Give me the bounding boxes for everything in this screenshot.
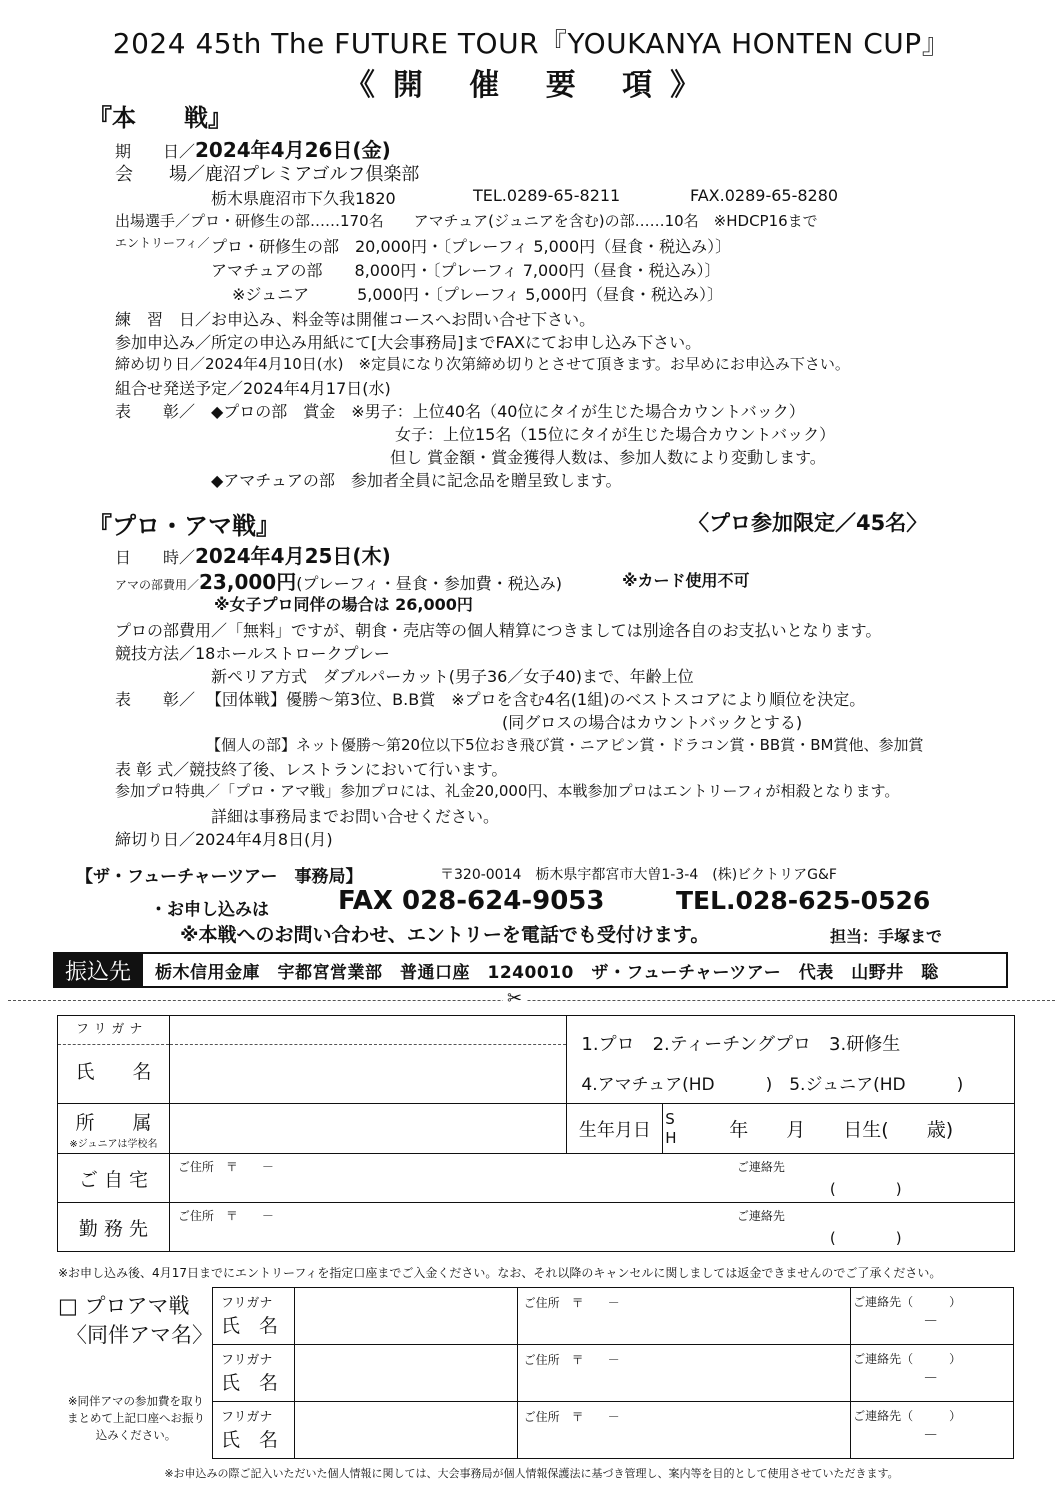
home-phone-blank[interactable]: ( ) <box>829 1180 902 1198</box>
companion-2-address[interactable]: ご住所 〒 － <box>517 1345 851 1402</box>
award-women: 女子：上位15名（15位にタイが生じた場合カウントバック） <box>395 425 836 444</box>
venue-tel: TEL.0289-65-8211 <box>473 186 621 205</box>
pairing-row: 組合せ発送予定／2024年4月17日(水) <box>115 379 391 398</box>
scissors-icon: ✂ <box>503 988 526 1009</box>
cut-line <box>8 1000 1055 1001</box>
work-phone-blank[interactable]: ( ) <box>829 1229 902 1247</box>
apply-row: 参加申込み／所定の申込み用紙にて[大会事務局]までFAXにてお申し込み下さい。 <box>115 333 702 352</box>
proam-date-row <box>115 540 391 569</box>
office-fax: FAX 028-624-9053 <box>338 886 605 916</box>
category-line-2[interactable]: 4.アマチュア(HD ) 5.ジュニア(HD ) <box>581 1075 964 1095</box>
proam-fee-women: ※女子プロ同伴の場合は 26,000円 <box>214 595 473 614</box>
companion-label: 〈同伴アマ名〉 <box>66 1323 213 1347</box>
format-row-2: 新ペリア方式 ダブルパーカット(男子36／女子40)まで、年齢上位 <box>211 667 694 686</box>
award-team-2: (同グロスの場合はカウントバックとする) <box>502 713 803 732</box>
home-address-label: ご住所 〒 － <box>177 1160 274 1174</box>
proam-heading: 『プロ・アマ戦』 <box>88 512 280 540</box>
companion-3-contact[interactable]: ご連絡先（ ） － <box>851 1402 1014 1459</box>
proam-award-label: 表 彰／ <box>115 690 196 709</box>
name-label-cell <box>58 1016 170 1104</box>
name-input-cell[interactable] <box>169 1016 566 1104</box>
main-date-row <box>115 134 391 163</box>
deadline-row: 締め切り日／2024年4月10日(水) ※定員になり次第締め切りとさせて頂きます。お早めにお申込み下さい。 <box>115 355 850 373</box>
companion-1-address[interactable]: ご住所 〒 － <box>517 1288 851 1345</box>
page-subtitle: 《開 催 要 項》 <box>344 68 719 103</box>
cancel-note: ※お申し込み後、4月17日までにエントリーフィを指定口座までご入金ください。なお、それ以降のキャンセルに関しましては返金できませんのでご了承ください。 <box>58 1266 942 1280</box>
name-label: 氏 名 <box>75 1061 152 1083</box>
award-indiv: 【個人の部】ネット優勝～第20位以下5位おき飛び賞・ニアピン賞・ドラコン賞・BB賞・BM賞他、参加賞 <box>206 736 924 754</box>
proam-fee-detail: (プレーフィ・昼食・参加費・税込み) <box>296 574 562 593</box>
proam-checkbox[interactable]: □ プロアマ戦 <box>58 1294 190 1318</box>
main-event-heading: 『本 戦』 <box>88 104 232 132</box>
benefit-row-2: 詳細は事務局までお問い合せください。 <box>211 807 500 826</box>
bank-label: 振込先 <box>55 954 143 986</box>
proam-date-value: 2024年4月25日(木) <box>195 544 391 568</box>
privacy-note: ※お申込みの際ご記入いただいた個人情報に関しては、大会事務局が個人情報保護法に基づき管理し、案内等を目的として使用させていただきます。 <box>164 1467 899 1480</box>
office-name: 【ザ・フューチャーツアー 事務局】 <box>76 867 363 887</box>
benefit-row: 参加プロ特典／「プロ・アマ戦」参加プロには、礼金20,000円、本戦参加プロはエントリーフィが相殺となります。 <box>115 782 900 800</box>
main-date-label: 期 日／ <box>115 142 196 161</box>
companion-1-contact[interactable]: ご連絡先（ ） － <box>851 1288 1014 1345</box>
era-options[interactable]: S H <box>665 1109 677 1147</box>
proam-date-label: 日 時／ <box>115 548 196 567</box>
ceremony-row: 表 彰 式／競技終了後、レストランにおいて行います。 <box>115 760 508 779</box>
venue-row <box>115 160 419 186</box>
companion-2-contact[interactable]: ご連絡先（ ） － <box>851 1345 1014 1402</box>
venue-value: 鹿沼プレミアゴルフ倶楽部 <box>205 164 420 185</box>
pro-fee-row: プロの部費用／「無料」ですが、朝食・売店等の個人精算につきましては別途各自のお支払いとなります。 <box>115 621 882 640</box>
award-team: 【団体戦】優勝～第3位、B.B賞 ※プロを含む4名(1組)のベストスコアにより順位を決定。 <box>206 690 866 709</box>
affiliation-input[interactable] <box>169 1104 566 1154</box>
award-ama: ◆アマチュアの部 参加者全員に記念品を贈呈致します。 <box>211 471 622 490</box>
format-row: 競技方法／18ホールストロークプレー <box>115 644 390 663</box>
affiliation-note: ※ジュニアは学校名 <box>69 1138 158 1150</box>
proam-deadline: 締切り日／2024年4月8日(月) <box>115 830 333 849</box>
work-input-cell[interactable] <box>169 1203 1014 1252</box>
page-title: 2024 45th The FUTURE TOUR『YOUKANYA HONTEN CUP』 <box>112 27 951 60</box>
category-line-1[interactable]: 1.プロ 2.ティーチングプロ 3.研修生 <box>581 1034 901 1055</box>
bank-details: 栃木信用金庫 宇都宮営業部 普通口座 1240010 ザ・フューチャーツアー 代表 山野井 聡 <box>155 962 939 983</box>
office-tel: TEL.028-625-0526 <box>676 886 931 915</box>
home-contact-label: ご連絡先 <box>736 1160 785 1174</box>
bank-box <box>53 952 1008 988</box>
furigana-label: フリガナ <box>58 1016 169 1045</box>
affiliation-label-cell <box>58 1104 170 1154</box>
practice-row: 練 習 日／お申込み、料金等は開催コースへお問い合せ下さい。 <box>115 310 596 329</box>
main-date-value: 2024年4月26日(金) <box>195 138 391 162</box>
companion-1-label: フリガナ 氏 名 <box>213 1288 295 1345</box>
apply-label: ・お申し込みは <box>150 900 269 920</box>
companion-3-address[interactable]: ご住所 〒 － <box>517 1402 851 1459</box>
entry-pro: プロ・研修生の部 20,000円・〔プレーフィ 5,000円（昼食・税込み）〕 <box>211 237 732 256</box>
office-address: 〒320-0014 栃木県宇都宮市大曽1-3-4 (株)ビクトリアG&F <box>440 867 837 883</box>
award-label: 表 彰／ <box>115 402 196 421</box>
proam-fee-card: ※カード使用不可 <box>622 571 750 590</box>
venue-fax: FAX.0289-65-8280 <box>690 186 839 205</box>
award-note: 但し 賞金額・賞金獲得人数は、参加人数により変動します。 <box>390 448 826 467</box>
phone-note: ※本戦へのお問い合わせ、エントリーを電話でも受付けます。 <box>180 924 710 946</box>
companion-3-label: フリガナ 氏 名 <box>213 1402 295 1459</box>
venue-label: 会 場／ <box>115 164 205 185</box>
category-cell[interactable] <box>567 1016 1015 1104</box>
home-input-cell[interactable] <box>169 1154 1014 1203</box>
entry-label: エントリーフィ／ <box>115 236 210 250</box>
proam-limit: 〈プロ参加限定／45名〉 <box>688 511 928 535</box>
companion-form <box>212 1287 1014 1459</box>
birthday-fields: 年 月 日生( 歳) <box>729 1119 954 1141</box>
venue-address: 栃木県鹿沼市下久我1820 <box>211 189 396 208</box>
proam-fee-row <box>115 566 562 595</box>
companion-note: ※同伴アマの参加費を取りまとめて上記口座へお振り込みください。 <box>67 1394 205 1442</box>
companion-2-label: フリガナ 氏 名 <box>213 1345 295 1402</box>
proam-fee-value: 23,000円 <box>199 570 297 594</box>
players-row: 出場選手／プロ・研修生の部……170名 アマチュア(ジュニアを含む)の部……10名 ※HDCP16まで <box>115 212 818 230</box>
birthday-input-cell[interactable] <box>663 1104 1015 1154</box>
work-address-label: ご住所 〒 － <box>177 1209 274 1223</box>
birthday-label: 生年月日 <box>578 1119 651 1141</box>
home-label: ご 自 宅 <box>58 1154 170 1203</box>
work-label: 勤 務 先 <box>58 1203 170 1252</box>
companion-3-name-input[interactable] <box>294 1402 517 1459</box>
contact-person: 担当：手塚まで <box>830 927 943 946</box>
proam-fee-label: アマの部費用／ <box>115 578 200 592</box>
affiliation-label: 所 属 <box>75 1111 152 1134</box>
entry-form <box>57 1015 1015 1252</box>
companion-1-name-input[interactable] <box>294 1288 517 1345</box>
entry-ama: アマチュアの部 8,000円・〔プレーフィ 7,000円（昼食・税込み）〕 <box>211 261 721 280</box>
birthday-label-cell <box>567 1104 663 1154</box>
award-pro: ◆プロの部 賞金 ※男子：上位40名（40位にタイが生じた場合カウントバック） <box>211 402 805 421</box>
companion-2-name-input[interactable] <box>294 1345 517 1402</box>
furigana-input[interactable] <box>170 1016 566 1045</box>
entry-junior: ※ジュニア 5,000円・〔プレーフィ 5,000円（昼食・税込み）〕 <box>232 285 724 304</box>
work-contact-label: ご連絡先 <box>736 1209 785 1223</box>
